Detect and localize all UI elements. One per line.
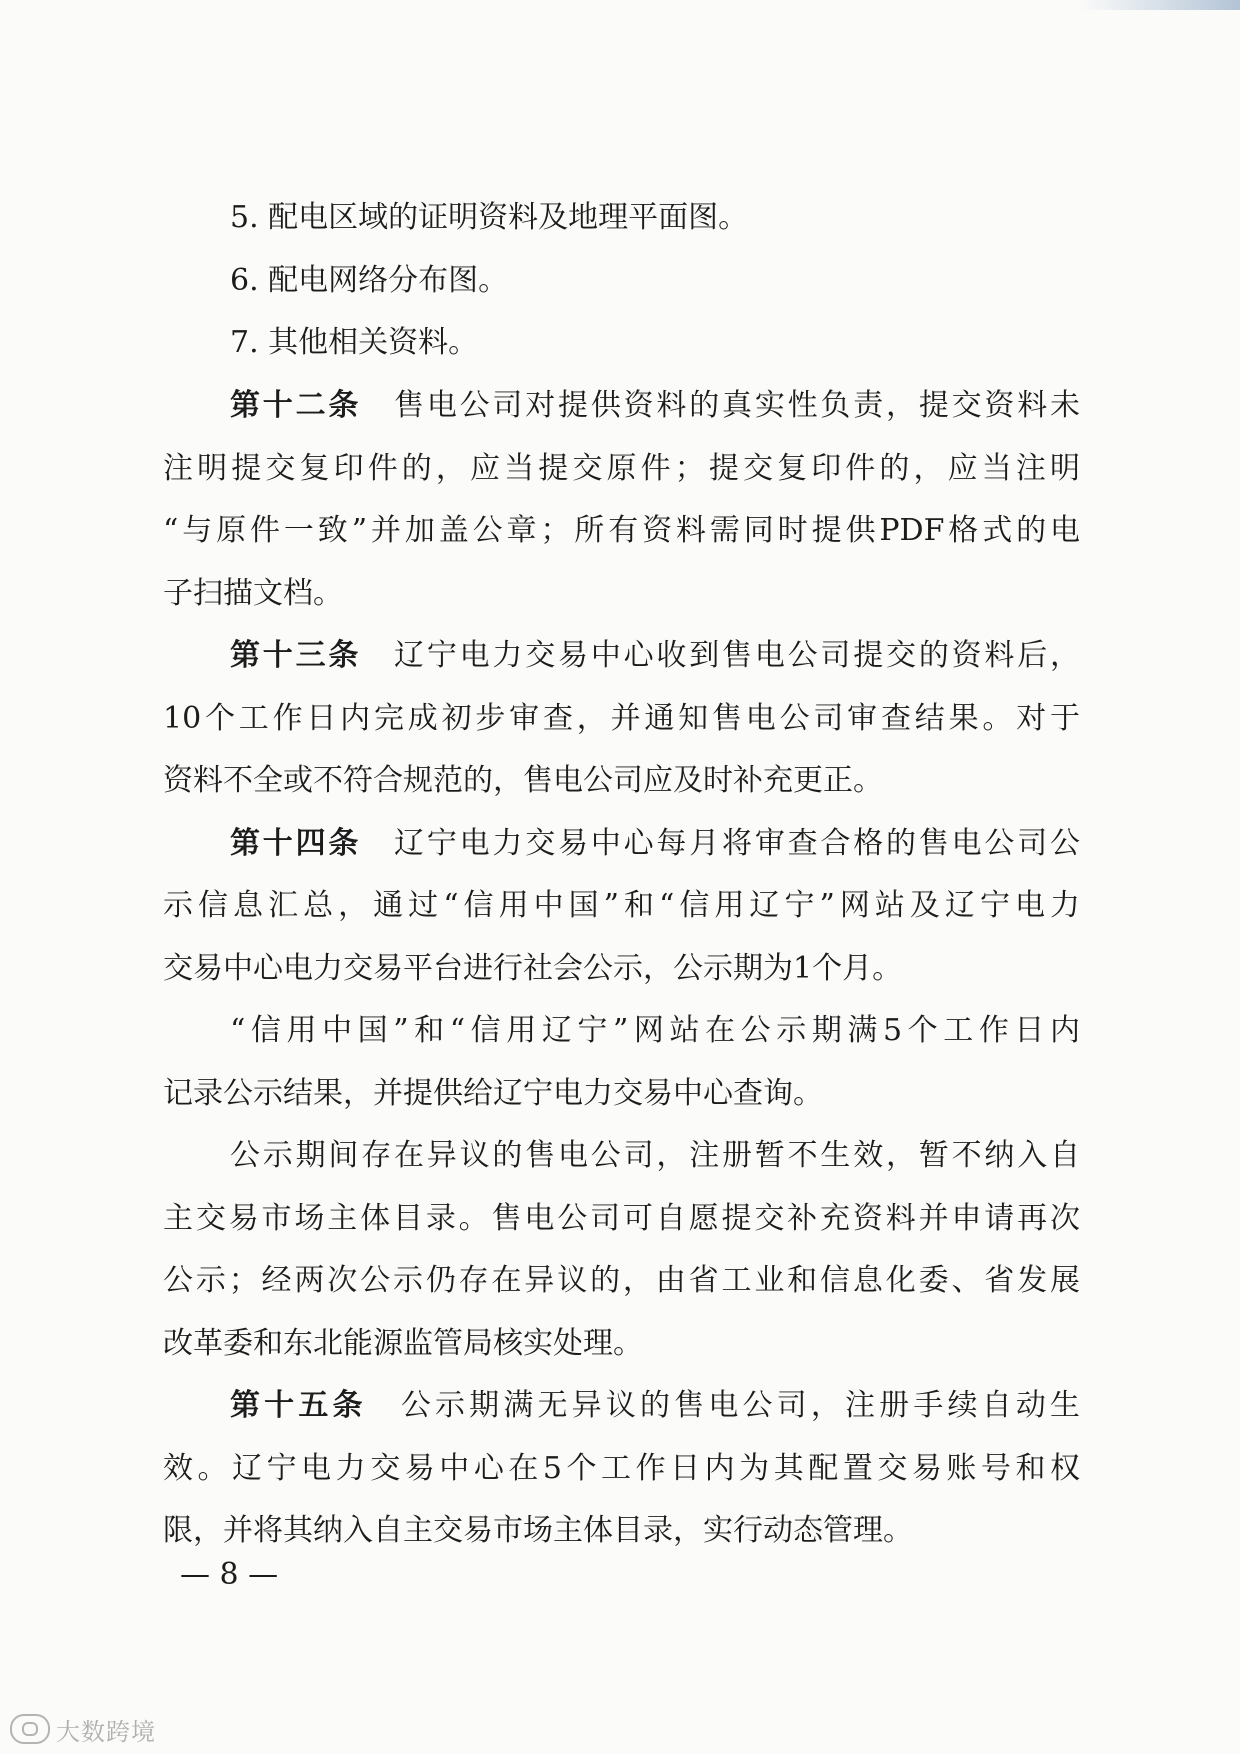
paragraph-objection-line-2: 主交易市场主体目录。售电公司可自愿提交补充资料并申请再次 [163,1201,1080,1236]
watermark-text: 大数跨境 [56,1717,156,1746]
list-item-7: 7. 其他相关资料。 [230,325,479,360]
article-12-line-1: 第十二条 售电公司对提供资料的真实性负责，提交资料未 [230,388,1081,423]
page-number: — 8 — [180,1557,279,1592]
article-12-line-4: 子扫描文档。 [163,576,343,611]
list-item-5: 5. 配电区域的证明资料及地理平面图。 [230,200,749,235]
article-12-line-3: “与原件一致”并加盖公章；所有资料需同时提供PDF格式的电 [163,513,1080,548]
article-14-line-3: 交易中心电力交易平台进行社会公示，公示期为1个月。 [163,951,903,986]
article-14-line-2: 示信息汇总，通过“信用中国”和“信用辽宁”网站及辽宁电力 [163,888,1080,923]
article-12-line-2: 注明提交复印件的，应当提交原件；提交复印件的，应当注明 [163,451,1080,486]
article-13-line-2: 10个工作日内完成初步审查，并通知售电公司审查结果。对于 [163,701,1080,736]
article-13-heading: 第十三条 [230,638,362,673]
article-14-line-1: 第十四条 辽宁电力交易中心每月将审查合格的售电公司公 [230,826,1081,861]
watermark-logo-icon [10,1714,50,1744]
scan-edge [1080,0,1240,10]
paragraph-publicity-line-1: “信用中国”和“信用辽宁”网站在公示期满5个工作日内 [230,1013,1080,1048]
paragraph-objection-line-1: 公示期间存在异议的售电公司，注册暂不生效，暂不纳入自 [230,1138,1080,1173]
article-14-heading: 第十四条 [230,826,362,861]
watermark [10,1712,156,1746]
article-12-heading: 第十二条 [230,388,362,423]
article-15-line-3: 限，并将其纳入自主交易市场主体目录，实行动态管理。 [163,1513,913,1548]
article-15-heading: 第十五条 [230,1388,367,1423]
article-13-line-3: 资料不全或不符合规范的，售电公司应及时补充更正。 [163,763,883,798]
article-15-line-2: 效。辽宁电力交易中心在5个工作日内为其配置交易账号和权 [163,1451,1080,1486]
paragraph-objection-line-4: 改革委和东北能源监管局核实处理。 [163,1326,643,1361]
paragraph-publicity-line-2: 记录公示结果，并提供给辽宁电力交易中心查询。 [163,1076,823,1111]
paragraph-objection-line-3: 公示；经两次公示仍存在异议的，由省工业和信息化委、省发展 [163,1263,1080,1298]
article-13-line-1: 第十三条 辽宁电力交易中心收到售电公司提交的资料后， [230,638,1081,673]
list-item-6: 6. 配电网络分布图。 [230,263,509,298]
article-15-line-1: 第十五条 公示期满无异议的售电公司，注册手续自动生 [230,1388,1081,1423]
